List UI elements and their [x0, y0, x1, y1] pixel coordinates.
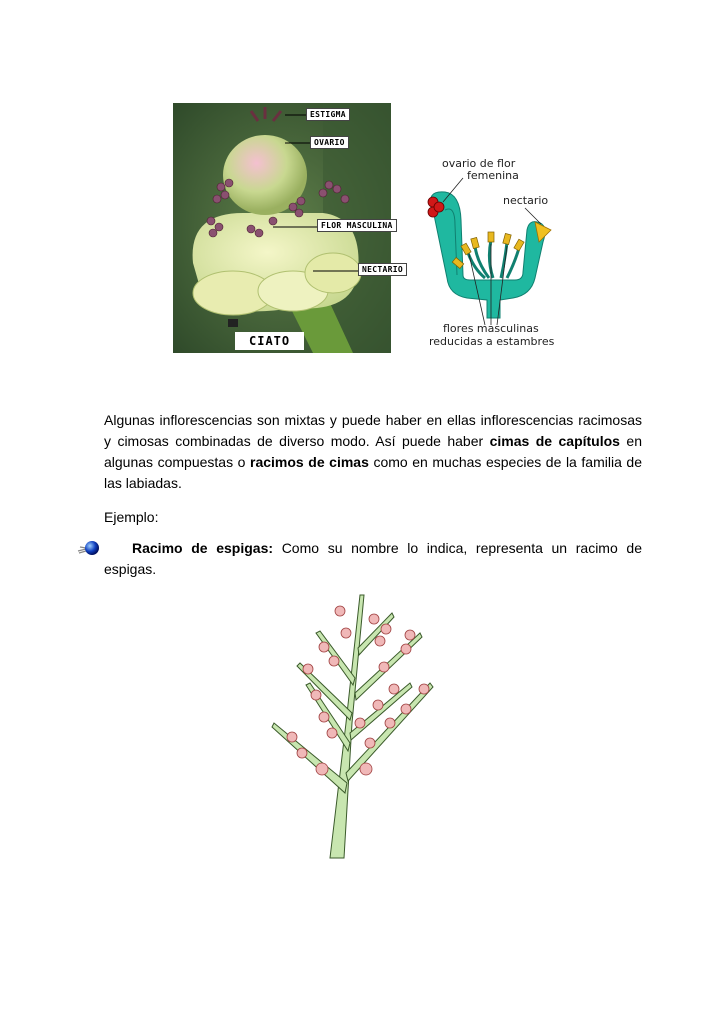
ejemplo-label: Ejemplo: [104, 509, 159, 525]
label-ovario: OVARIO [310, 136, 349, 149]
diagram-label-nectario: nectario [503, 194, 549, 207]
blue-ball-icon [76, 540, 100, 556]
label-flor-masculina: FLOR MASCULINA [317, 219, 397, 232]
p1-text-1: Algunas inflorescencias son mixtas y puede haber en ellas inflorescencias racimosas y cimosas combinadas de diverso modo. Así puede haber [104, 412, 642, 449]
label-ciato: CIATO [235, 332, 304, 350]
diagram-label-ovario-1: ovario de flor [442, 157, 516, 170]
item-racimo-espigas [104, 538, 642, 580]
paragraph-mixed-inflorescences [104, 410, 642, 494]
p1-text-3: como en muchas especies de la familia de las labiadas. [104, 454, 642, 491]
label-estigma: ESTIGMA [306, 108, 350, 121]
p1-bold-racimos-cimas: racimos de cimas [250, 454, 369, 470]
label-nectario: NECTARIO [358, 263, 407, 276]
racimo-espigas-figure [260, 583, 450, 863]
diagram-label-ovario-2: femenina [467, 169, 519, 182]
p1-text-2: en algunas compuestas o [104, 433, 642, 470]
diagram-label-flores-2: reducidas a estambres [429, 335, 555, 348]
item-text: Como su nombre lo indica, representa un racimo de espigas. [104, 540, 642, 577]
p1-bold-cimas-capitulos: cimas de capítulos [489, 433, 620, 449]
item-title: Racimo de espigas: [132, 540, 274, 556]
diagram-label-flores-1: flores masculinas [443, 322, 539, 335]
racimo-espigas-drawing [260, 583, 450, 863]
ciato-photo [173, 103, 403, 353]
ciato-diagram [415, 150, 565, 355]
